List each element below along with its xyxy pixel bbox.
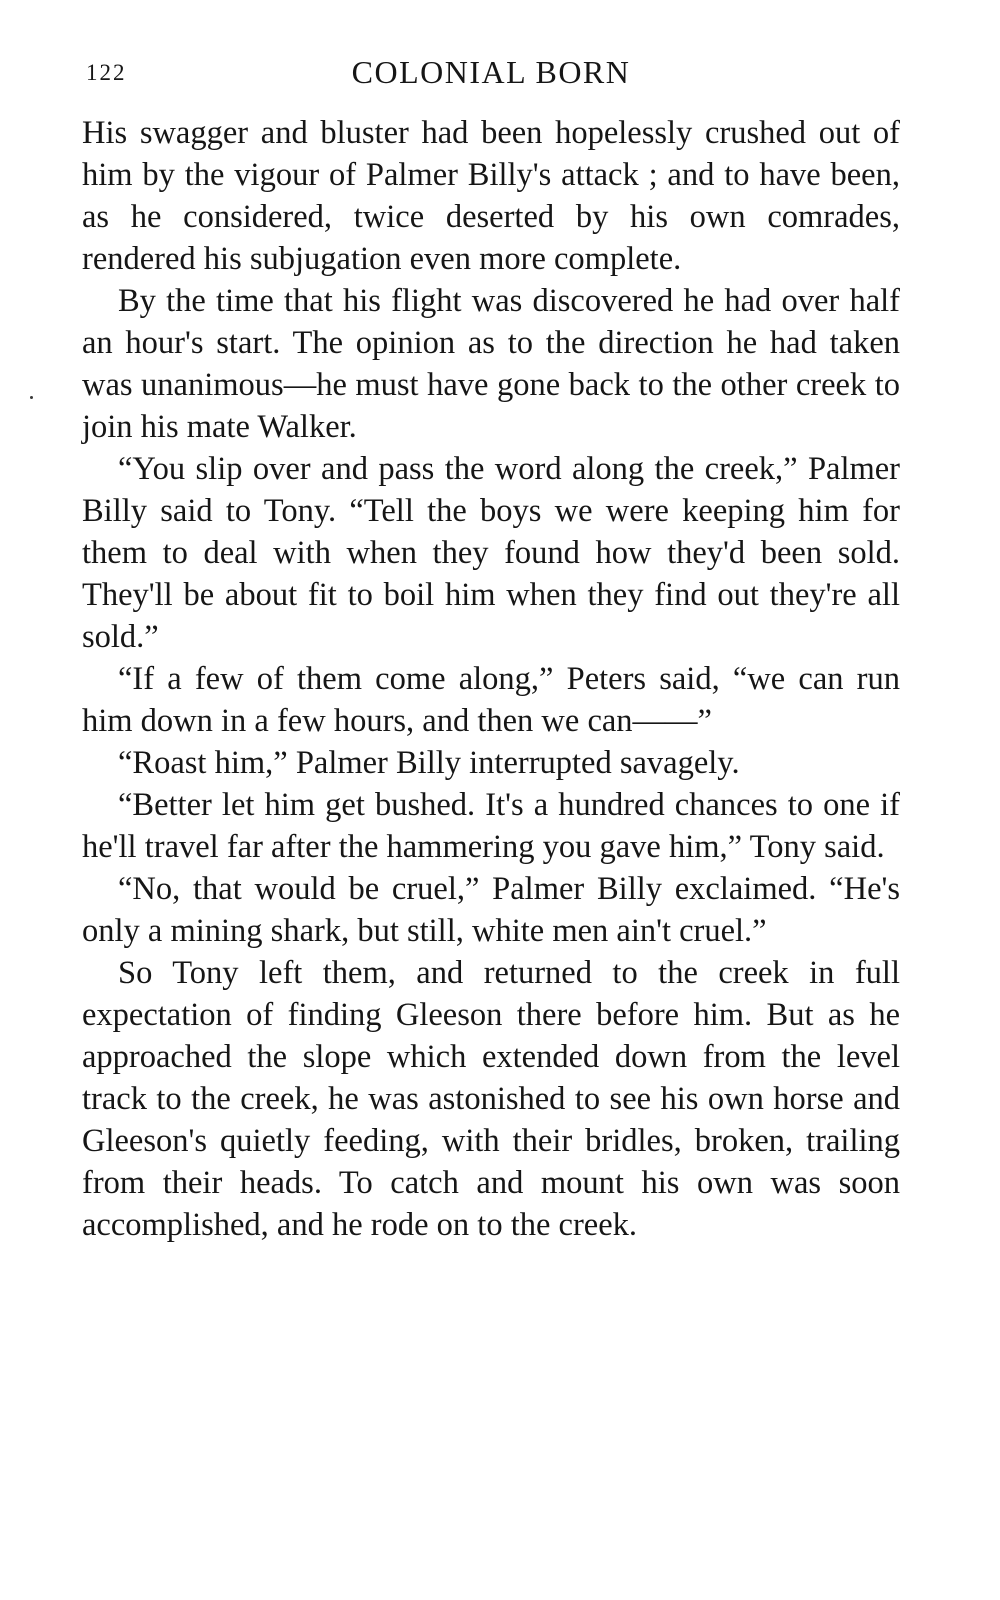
paragraph: “Roast him,” Palmer Billy interrupted savagely. <box>118 745 740 781</box>
paragraph: “No, that would be cruel,” Palmer Billy exclaimed. “He's only a mining shark, but still, white men ain't cruel.” <box>82 871 900 949</box>
paragraph: By the time that his flight was discovered he had over half an hour's start. The opinion as to the direction he had taken was unanimous—he must have gone back to the other creek to join his mate Walker. <box>82 283 900 445</box>
body-text <box>82 112 900 1246</box>
page-number: 122 <box>86 60 127 85</box>
paragraph: His swagger and bluster had been hopelessly crushed out of him by the vigour of Palmer Billy's attack ; and to have been, as he considered, twice deserted by his own comrades, rendered his subjugation even more complete. <box>82 115 900 277</box>
paragraph: “Better let him get bushed. It's a hundred chances to one if he'll travel far after the hammering you gave him,” Tony said. <box>82 787 900 865</box>
page-header <box>82 54 900 98</box>
paragraph: So Tony left them, and returned to the creek in full expectation of finding Gleeson there before him. But as he approached the slope which extended down from the level track to the creek, he was astonished to see his own horse and Gleeson's quietly feeding, with their bridles, broken, trailing from their heads. To catch and mount his own was soon accomplished, and he rode on to the creek. <box>82 955 900 1243</box>
paragraph: “If a few of them come along,” Peters said, “we can run him down in a few hours, and then we can——” <box>82 661 900 739</box>
margin-mark <box>30 396 33 399</box>
running-head: COLONIAL BORN <box>351 54 631 90</box>
paragraph: “You slip over and pass the word along the creek,” Palmer Billy said to Tony. “Tell the boys we were keeping him for them to deal with when they found how they'd been sold. They'll be about fit to boil him when they find out they're all sold.” <box>82 451 900 655</box>
